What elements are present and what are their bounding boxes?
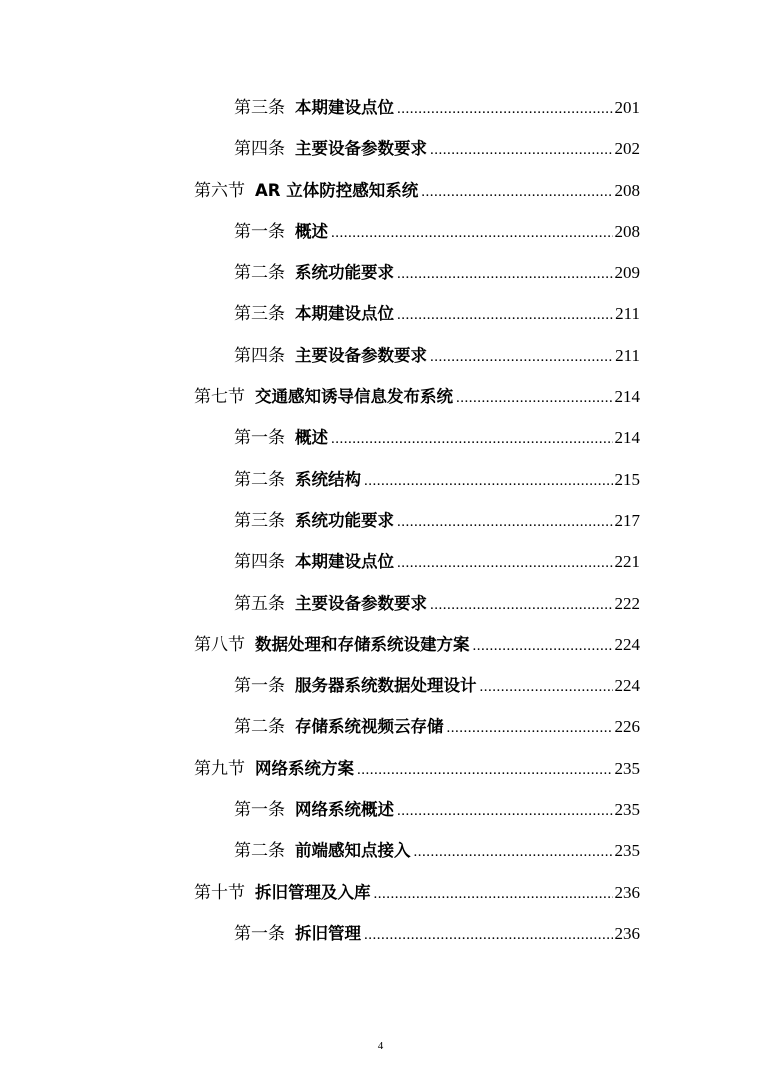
toc-entry-title: 本期建设点位: [295, 552, 394, 572]
table-of-contents: [0, 91, 761, 958]
toc-entry-label: 第十节: [194, 882, 245, 903]
toc-entry-title: 前端感知点接入: [295, 841, 411, 861]
toc-entry-label: 第二条: [234, 841, 285, 862]
toc-entry[interactable]: [0, 834, 761, 875]
toc-entry-title: 拆旧管理及入库: [255, 882, 371, 902]
toc-entry-label: 第一条: [234, 923, 285, 944]
page-number: 4: [377, 1040, 384, 1052]
toc-entry-page: 217: [614, 510, 640, 530]
toc-entry-label: 第四条: [234, 139, 285, 160]
dot-leader: [397, 794, 613, 828]
dot-leader: [331, 422, 613, 456]
toc-entry-page: 209: [614, 263, 640, 283]
toc-entry-label: 第四条: [234, 552, 285, 573]
toc-entry[interactable]: [0, 339, 761, 380]
toc-entry[interactable]: [0, 215, 761, 256]
toc-entry-page: 208: [614, 180, 640, 200]
toc-entry-page: 226: [614, 717, 640, 737]
toc-entry-title: 网络系统概述: [295, 800, 394, 820]
toc-entry[interactable]: [0, 710, 761, 751]
toc-entry-label: 第三条: [234, 98, 285, 118]
dot-leader: [364, 918, 613, 952]
toc-entry[interactable]: [0, 587, 761, 628]
toc-section-entry[interactable]: [0, 174, 761, 215]
toc-section-entry[interactable]: [0, 876, 761, 917]
toc-entry-label: 第五条: [234, 593, 285, 614]
toc-entry-title: 主要设备参数要求: [295, 139, 427, 159]
toc-entry[interactable]: [0, 793, 761, 834]
toc-entry-label: 第一条: [234, 221, 285, 242]
toc-entry-page: 235: [614, 800, 640, 820]
toc-entry-page: 215: [614, 469, 640, 489]
toc-entry-title: AR 立体防控感知系统: [255, 180, 419, 200]
dot-leader: [397, 298, 613, 332]
toc-entry[interactable]: [0, 917, 761, 958]
toc-section-entry[interactable]: [0, 752, 761, 793]
dot-leader: [397, 92, 613, 126]
toc-entry-title: 数据处理和存储系统设建方案: [255, 634, 470, 654]
dot-leader: [430, 588, 613, 622]
toc-entry-page: 235: [614, 758, 640, 778]
toc-entry-page: 224: [614, 634, 640, 654]
toc-entry-title: 本期建设点位: [295, 98, 394, 117]
toc-entry-title: 网络系统方案: [255, 758, 354, 778]
dot-leader: [480, 670, 613, 704]
toc-entry-title: 主要设备参数要求: [295, 345, 427, 365]
toc-entry-page: 221: [614, 552, 640, 572]
toc-entry-label: 第一条: [234, 676, 285, 697]
toc-entry-page: 236: [614, 882, 640, 902]
toc-entry-page: 235: [614, 841, 640, 861]
toc-entry[interactable]: [0, 91, 761, 132]
toc-entry-title: 系统结构: [295, 469, 361, 489]
toc-entry-title: 系统功能要求: [295, 510, 394, 530]
toc-entry-label: 第三条: [234, 510, 285, 531]
toc-entry-label: 第九节: [194, 758, 245, 779]
toc-entry[interactable]: [0, 132, 761, 173]
toc-entry[interactable]: [0, 256, 761, 297]
dot-leader: [473, 629, 613, 663]
toc-entry-label: 第七节: [194, 387, 245, 408]
dot-leader: [421, 175, 612, 209]
dot-leader: [447, 711, 613, 745]
toc-entry-title: 拆旧管理: [295, 923, 361, 943]
toc-entry[interactable]: [0, 504, 761, 545]
toc-entry-label: 第八节: [194, 634, 245, 655]
toc-entry-title: 概述: [295, 221, 328, 241]
toc-entry-label: 第二条: [234, 263, 285, 284]
toc-entry-title: 服务器系统数据处理设计: [295, 676, 477, 696]
dot-leader: [357, 753, 613, 787]
toc-entry-label: 第一条: [234, 800, 285, 821]
toc-entry-title: 本期建设点位: [295, 304, 394, 324]
toc-entry-label: 第二条: [234, 469, 285, 490]
toc-entry-page: 224: [614, 676, 640, 696]
toc-entry-label: 第四条: [234, 345, 285, 366]
toc-entry-page: 214: [614, 387, 640, 407]
dot-leader: [430, 133, 613, 167]
dot-leader: [414, 835, 613, 869]
dot-leader: [430, 340, 613, 374]
toc-entry-label: 第一条: [234, 428, 285, 449]
toc-entry-page: 202: [614, 139, 640, 159]
dot-leader: [374, 877, 613, 911]
toc-entry[interactable]: [0, 463, 761, 504]
toc-entry-label: 第六节: [194, 180, 245, 201]
dot-leader: [397, 257, 613, 291]
toc-entry-title: 概述: [295, 428, 328, 448]
toc-section-entry[interactable]: [0, 628, 761, 669]
toc-entry-title: 存储系统视频云存储: [295, 717, 444, 737]
toc-entry-page: 214: [614, 428, 640, 448]
toc-entry-page: 208: [614, 221, 640, 241]
toc-entry-label: 第三条: [234, 304, 285, 325]
toc-entry-page: 211: [615, 345, 640, 365]
toc-entry[interactable]: [0, 421, 761, 462]
toc-entry-page: 201: [614, 98, 640, 117]
toc-entry-title: 主要设备参数要求: [295, 593, 427, 613]
toc-entry-page: 211: [615, 304, 640, 324]
dot-leader: [331, 216, 613, 250]
toc-entry[interactable]: [0, 669, 761, 710]
toc-entry-title: 交通感知诱导信息发布系统: [255, 387, 453, 407]
toc-entry-label: 第二条: [234, 717, 285, 738]
dot-leader: [456, 381, 613, 415]
dot-leader: [364, 464, 613, 498]
toc-entry-title: 系统功能要求: [295, 263, 394, 283]
toc-entry-page: 236: [614, 923, 640, 943]
toc-entry[interactable]: [0, 545, 761, 586]
toc-entry-page: 222: [614, 593, 640, 613]
toc-entry[interactable]: [0, 297, 761, 338]
toc-section-entry[interactable]: [0, 380, 761, 421]
dot-leader: [397, 505, 613, 539]
dot-leader: [397, 546, 613, 580]
